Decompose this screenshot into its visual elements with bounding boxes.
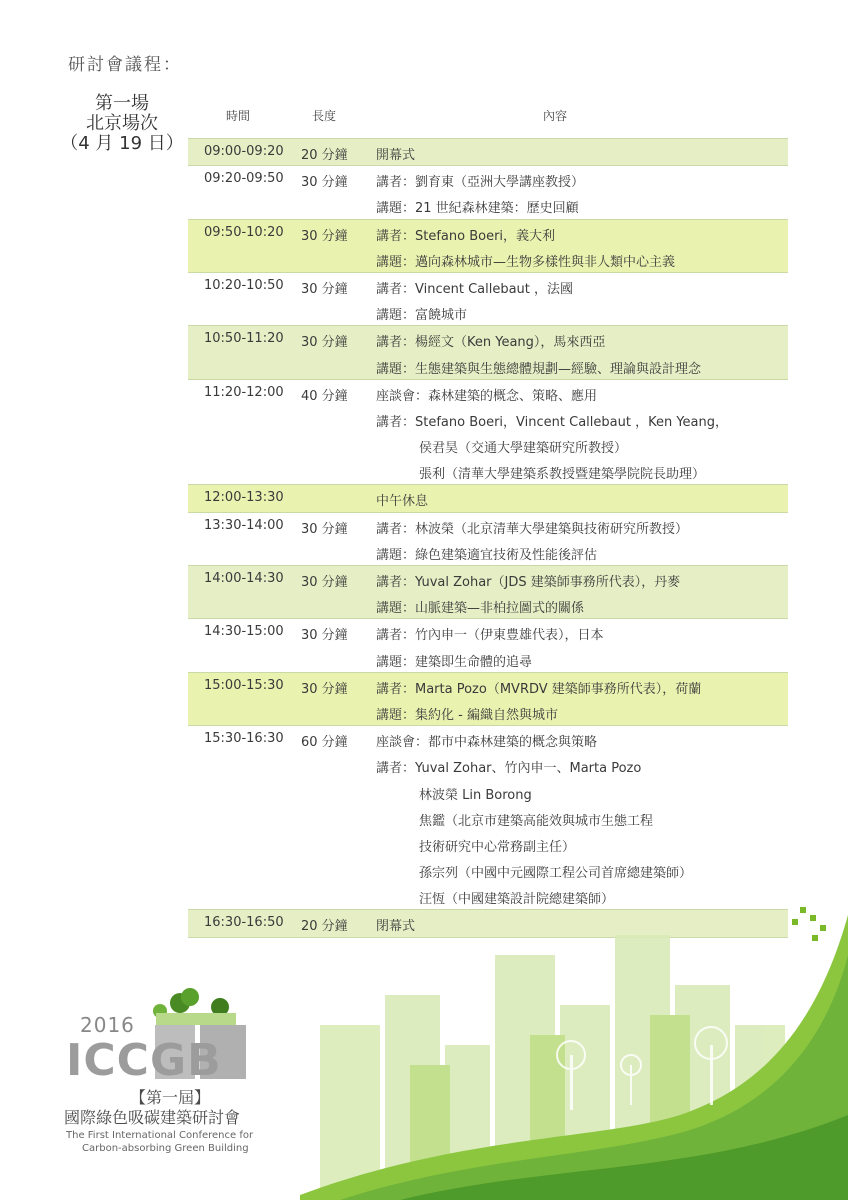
agenda-row [188,725,788,909]
agenda-row-line [188,673,788,699]
agenda-row-line [188,646,788,672]
agenda-row-line [188,805,788,831]
agenda-row-line [188,432,788,458]
agenda-row [188,618,788,671]
logo-wordmark: ICCGB [66,1035,222,1086]
agenda-length: 20 分鐘 [301,919,348,935]
agenda-content: 焦鑑（北京市建築高能效與城市生態工程 [419,813,654,829]
session-number: 第一場 [95,93,149,114]
agenda-row [188,672,788,725]
session-label [56,94,188,154]
agenda-content: 張利（清華大學建築系教授暨建築學院院長助理） [419,467,706,483]
logo-year: 2016 [80,1013,135,1037]
agenda-content: 講題：富饒城市 [376,308,468,324]
agenda-row-line [188,139,788,165]
agenda-length: 30 分鐘 [301,575,348,590]
agenda-length: 30 分鐘 [301,228,348,244]
conference-logo [60,985,280,1160]
logo-edition: 【第一屆】 [130,1088,211,1107]
green-cityscape-illustration [300,895,848,1200]
agenda-row-line [188,539,788,565]
agenda-table [188,138,788,938]
agenda-content: 講題：21 世紀森林建築：歷史回顧 [376,201,579,217]
agenda-row [188,219,788,272]
agenda-content: 汪恆（中國建築設計院總建築師） [419,892,615,908]
agenda-time: 09:00-09:20 [204,144,284,159]
agenda-content: 侯君昊（交通大學建築研究所教授） [419,441,628,457]
agenda-content: 講題：綠色建築適宜技術及性能後評估 [376,547,598,563]
header-length: 長度 [312,109,337,123]
agenda-row [188,565,788,618]
logo-title-en-2: Carbon-absorbing Green Building [82,1143,249,1154]
agenda-row [188,325,788,378]
agenda-content: 講題：集約化 - 編織自然與城市 [376,707,558,723]
agenda-time: 15:30-16:30 [204,731,284,747]
agenda-length: 30 分鐘 [301,175,348,191]
agenda-content: 開幕式 [376,148,416,163]
agenda-length: 30 分鐘 [301,521,348,537]
agenda-time: 14:30-15:00 [204,624,284,640]
agenda-row-line [188,273,788,299]
agenda-row-line [188,779,788,805]
agenda-time: 11:20-12:00 [204,384,284,400]
agenda-content: 閉幕式 [376,919,416,935]
agenda-row-line [188,726,788,752]
agenda-length: 60 分鐘 [301,735,348,751]
agenda-row [188,138,788,165]
agenda-time: 10:50-11:20 [204,331,284,347]
agenda-row-line [188,299,788,325]
agenda-content: 講者：Yuval Zohar（JDS 建築師事務所代表），丹麥 [376,575,681,590]
agenda-row-line [188,458,788,484]
agenda-length: 20 分鐘 [301,148,348,163]
agenda-row-line [188,220,788,246]
agenda-length: 40 分鐘 [301,388,348,404]
agenda-row-line [188,619,788,645]
agenda-row-line [188,353,788,379]
agenda-row [188,165,788,218]
agenda-content: 講者：Stefano Boeri，Vincent Callebaut ，Ken Yeang， [376,414,728,430]
agenda-row-line [188,566,788,592]
agenda-time: 16:30-16:50 [204,915,284,931]
logo-trees-icon [153,988,236,1025]
agenda-content: 講題：邁向森林城市—生物多樣性與非人類中心主義 [376,254,676,270]
agenda-length: 30 分鐘 [301,681,348,697]
agenda-content: 講者：楊經文（Ken Yeang），馬來西亞 [376,335,606,351]
agenda-row-line [188,246,788,272]
session-date: （4 月 19 日） [60,133,184,154]
agenda-length: 30 分鐘 [301,281,348,297]
agenda-content: 講者：竹內申一（伊東豊雄代表），日本 [376,628,604,644]
agenda-length: 30 分鐘 [301,335,348,351]
agenda-time: 13:30-14:00 [204,517,284,533]
agenda-content: 座談會：森林建築的概念、策略、應用 [376,388,598,404]
agenda-time: 15:00-15:30 [204,677,284,693]
header-time: 時間 [226,109,251,123]
agenda-content: 講者：Yuval Zohar、竹內申一、Marta Pozo [376,761,642,777]
agenda-content: 講者：Vincent Callebaut ，法國 [376,281,574,297]
agenda-row-line [188,485,788,511]
agenda-row-line [188,326,788,352]
agenda-row-line [188,752,788,778]
agenda-content: 講題：山脈建築—非柏拉圖式的關係 [376,601,585,617]
agenda-content: 講題：建築即生命體的追尋 [376,654,533,670]
logo-title-en-1: The First International Conference for [66,1130,254,1141]
agenda-content: 講者：Marta Pozo（MVRDV 建築師事務所代表），荷蘭 [376,681,702,697]
agenda-row-line [188,831,788,857]
session-venue: 北京場次 [86,113,158,134]
page-heading: 研討會議程： [68,55,182,75]
header-content: 內容 [543,109,568,123]
agenda-content: 講者：Stefano Boeri，義大利 [376,228,556,244]
agenda-content: 座談會：都市中森林建築的概念與策略 [376,735,598,751]
agenda-time: 10:20-10:50 [204,277,284,293]
agenda-content: 講者：林波榮（北京清華大學建築與技術研究所教授） [376,521,689,537]
agenda-content: 技術研究中心常務副主任） [419,839,576,855]
agenda-row [188,272,788,325]
agenda-row-line [188,166,788,192]
agenda-row-line [188,857,788,883]
agenda-time: 09:50-10:20 [204,224,284,240]
agenda-content: 中午休息 [376,494,429,510]
agenda-content: 林波榮 Lin Borong [419,787,532,803]
agenda-row [188,379,788,485]
agenda-row-line [188,406,788,432]
agenda-row-line [188,513,788,539]
agenda-time: 09:20-09:50 [204,171,284,187]
agenda-length: 30 分鐘 [301,628,348,644]
agenda-row-line [188,192,788,218]
agenda-row [188,512,788,565]
agenda-content: 講者：劉育東（亞洲大學講座教授） [376,175,585,191]
agenda-row-line [188,592,788,618]
agenda-time: 14:00-14:30 [204,571,284,586]
agenda-content: 孫宗列（中國中元國際工程公司首席總建築師） [419,866,693,882]
agenda-row-line [188,380,788,406]
agenda-row-line [188,699,788,725]
agenda-content: 講題：生態建築與生態總體規劃—經驗、理論與設計理念 [376,361,702,377]
logo-title-cn: 國際綠色吸碳建築研討會 [64,1108,241,1127]
agenda-time: 12:00-13:30 [204,490,284,506]
agenda-row [188,484,788,511]
